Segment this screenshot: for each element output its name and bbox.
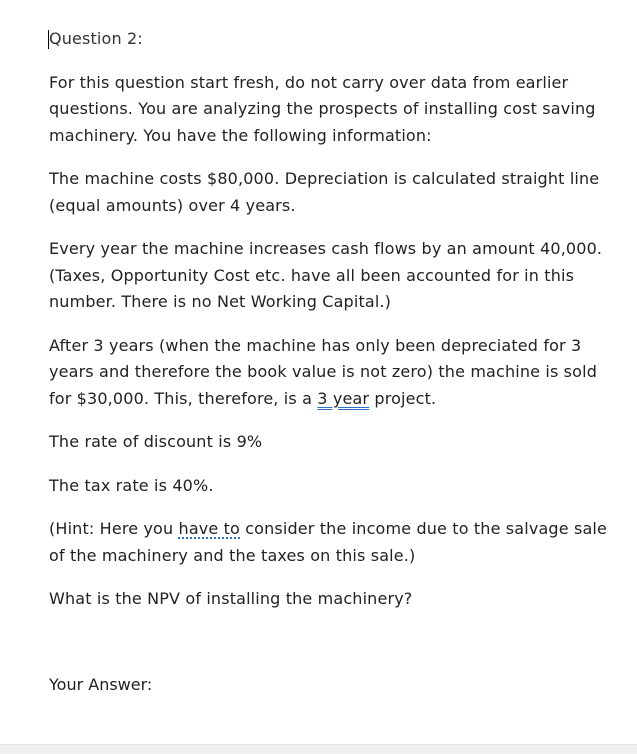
cash-flows-paragraph: Every year the machine increases cash flows by an amount 40,000. (Taxes, Opportunity Cost etc. have all been accounted for in this number. There is no Net Working Capital.) xyxy=(49,239,603,311)
tax-rate-paragraph: The tax rate is 40%. xyxy=(49,475,214,495)
salvage-paragraph xyxy=(49,333,619,413)
hint-paragraph xyxy=(49,516,619,569)
question-title-text: Question 2: xyxy=(49,29,143,48)
salvage-text-after: project. xyxy=(369,388,437,408)
text-cursor xyxy=(48,30,49,49)
question-prompt: What is the NPV of installing the machinery? xyxy=(49,589,413,608)
answer-label[interactable]: Your Answer: xyxy=(49,675,153,694)
hint-text-before: (Hint: Here you xyxy=(49,519,179,538)
discount-rate-paragraph: The rate of discount is 9% xyxy=(49,432,263,451)
hint-text-after: consider the income due to the salvage sale of the machinery and the taxes on this sale.) xyxy=(49,519,607,565)
question-title xyxy=(49,26,619,53)
grammar-highlight: have to xyxy=(178,519,240,538)
project-length-highlight: 3 year xyxy=(317,388,370,408)
question-body xyxy=(49,26,619,630)
bottom-scroll-strip xyxy=(0,744,637,754)
machine-cost-paragraph: The machine costs $80,000. Depreciation is calculated straight line (equal amounts) over 4 years. xyxy=(49,169,600,215)
salvage-text-before: After 3 years (when the machine has only been depreciated for 3 years and therefore the book value is not zero) the machine is sold for $30,000. This, therefore, is a xyxy=(49,335,598,408)
intro-paragraph: For this question start fresh, do not carry over data from earlier questions. You are analyzing the prospects of installing cost saving machinery. You have the following information: xyxy=(49,72,596,145)
